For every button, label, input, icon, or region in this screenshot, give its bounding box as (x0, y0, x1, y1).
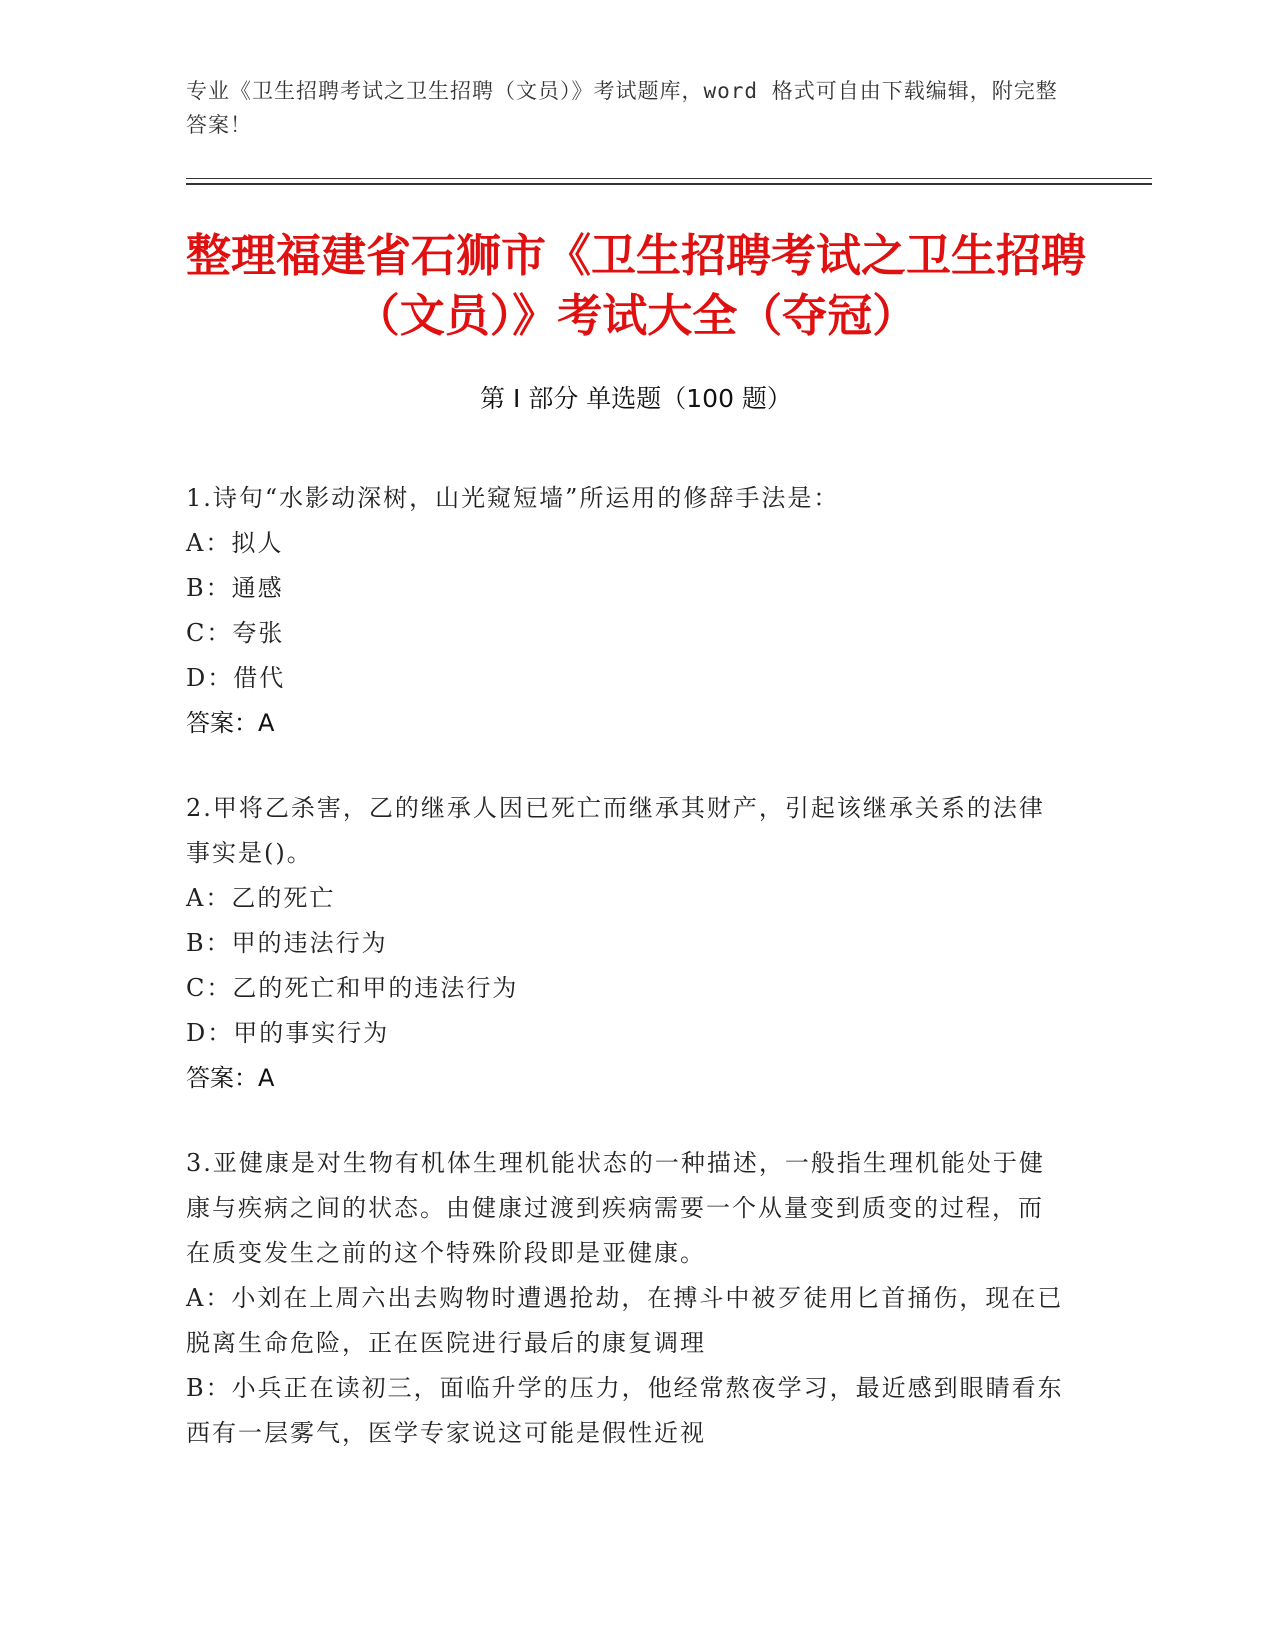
document-title: 整理福建省石狮市《卫生招聘考试之卫生招聘（文员）》考试大全（夺冠） (186, 229, 1087, 342)
question-stem: 3.亚健康是对生物有机体生理机能状态的一种描述，一般指生理机能处于健康与疾病之间的状态。由健康过渡到疾病需要一个从量变到质变的过程，而在质变发生之前的这个特殊阶段即是亚健康。 (186, 1149, 1045, 1267)
option-d: D：借代 (186, 664, 286, 692)
option-b: B：甲的违法行为 (186, 929, 388, 957)
option-b: B：通感 (186, 574, 284, 602)
question-stem: 1.诗句“水影动深树，山光窥短墙”所运用的修辞手法是： (186, 484, 840, 512)
question-3 (186, 1141, 1066, 1456)
header-note: 专业《卫生招聘考试之卫生招聘（文员）》考试题库，word 格式可自由下载编辑，附完整答案！ (186, 79, 1058, 137)
option-a: A：小刘在上周六出去购物时遭遇抢劫，在搏斗中被歹徒用匕首捅伤，现在已脱离生命危险，正在医院进行最后的康复调理 (186, 1284, 1064, 1357)
answer: 答案：A (186, 709, 275, 737)
option-a: A：乙的死亡 (186, 884, 336, 912)
question-1 (186, 476, 1066, 746)
answer: 答案：A (186, 1064, 275, 1092)
question-stem: 2.甲将乙杀害，乙的继承人因已死亡而继承其财产，引起该继承关系的法律事实是()。 (186, 794, 1045, 867)
option-c: C：夸张 (186, 619, 285, 647)
option-b: B：小兵正在读初三，面临升学的压力，他经常熬夜学习，最近感到眼睛看东西有一层雾气，医学专家说这可能是假性近视 (186, 1374, 1064, 1447)
question-list (186, 476, 1066, 1496)
option-c: C：乙的死亡和甲的违法行为 (186, 974, 519, 1002)
header-rule-thick (186, 183, 1152, 185)
header-rule-thin (186, 178, 1152, 179)
question-2 (186, 786, 1066, 1101)
section-heading: 第 I 部分 单选题（100 题） (480, 384, 792, 413)
option-d: D：甲的事实行为 (186, 1019, 390, 1047)
option-a: A：拟人 (186, 529, 284, 557)
